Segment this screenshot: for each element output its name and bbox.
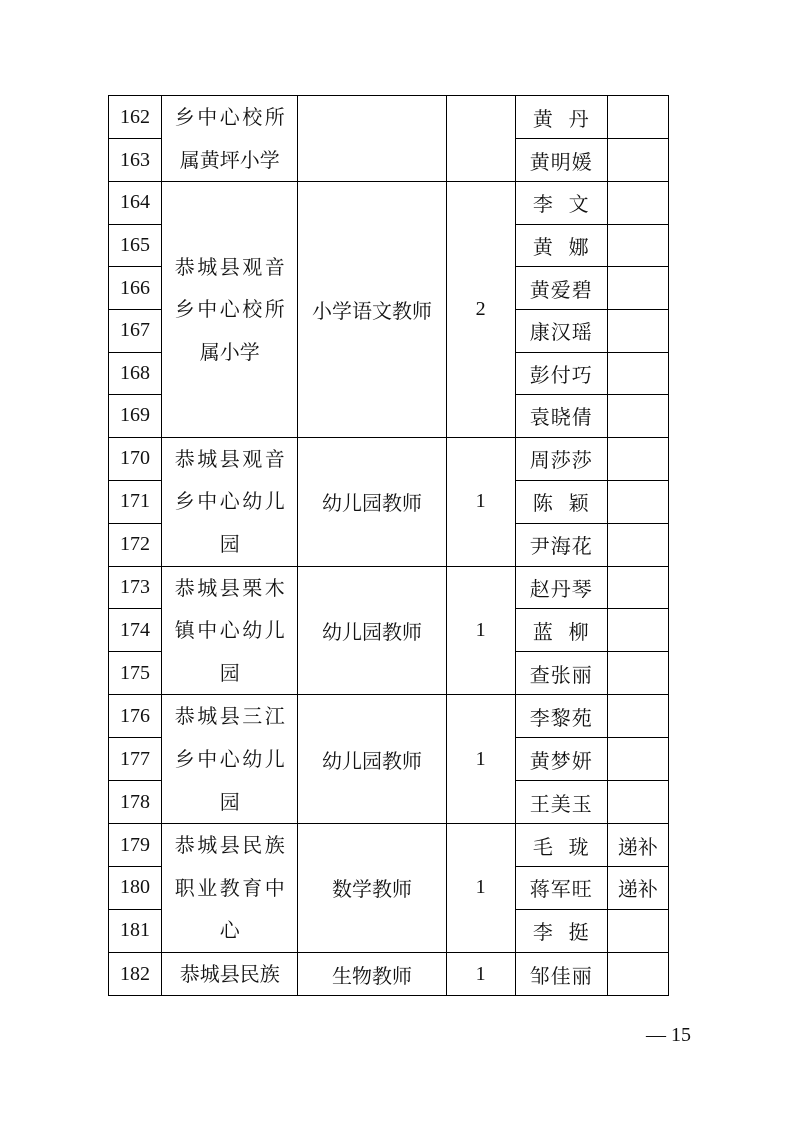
personnel-table bbox=[108, 95, 669, 996]
table-row bbox=[109, 566, 669, 609]
note-cell bbox=[607, 738, 668, 781]
post-cell: 幼儿园教师 bbox=[298, 566, 446, 695]
name-cell: 周莎莎 bbox=[515, 437, 607, 480]
note-cell bbox=[607, 781, 668, 824]
name-cell: 黄爱碧 bbox=[515, 267, 607, 310]
note-cell bbox=[607, 437, 668, 480]
name-cell: 陈 颖 bbox=[515, 480, 607, 523]
name-cell: 康汉瑶 bbox=[515, 309, 607, 352]
name-cell: 黄 丹 bbox=[515, 96, 607, 139]
note-cell bbox=[607, 952, 668, 996]
note-cell bbox=[607, 224, 668, 267]
name-cell: 黄梦妍 bbox=[515, 738, 607, 781]
note-cell bbox=[607, 182, 668, 225]
seq-cell: 172 bbox=[109, 523, 162, 566]
unit-text: 恭城县民族职业教育中心 bbox=[174, 833, 285, 943]
note-cell bbox=[607, 139, 668, 182]
seq-cell: 177 bbox=[109, 738, 162, 781]
seq-cell: 173 bbox=[109, 566, 162, 609]
count-cell: 2 bbox=[446, 182, 515, 438]
unit-text: 恭城县三江乡中心幼儿园 bbox=[174, 704, 285, 814]
name-cell: 赵丹琴 bbox=[515, 566, 607, 609]
note-cell: 递补 bbox=[607, 824, 668, 867]
unit-text: 恭城县民族 bbox=[179, 961, 280, 986]
count-cell: 1 bbox=[446, 824, 515, 953]
unit-cell bbox=[162, 566, 298, 695]
unit-cell bbox=[162, 695, 298, 824]
note-cell bbox=[607, 352, 668, 395]
note-cell bbox=[607, 96, 668, 139]
note-cell bbox=[607, 566, 668, 609]
count-cell: 1 bbox=[446, 695, 515, 824]
name-cell: 毛 珑 bbox=[515, 824, 607, 867]
table-row bbox=[109, 437, 669, 480]
seq-cell: 174 bbox=[109, 609, 162, 652]
name-cell: 李 文 bbox=[515, 182, 607, 225]
note-cell bbox=[607, 267, 668, 310]
name-cell: 袁晓倩 bbox=[515, 395, 607, 438]
note-cell bbox=[607, 480, 668, 523]
unit-cell bbox=[162, 96, 298, 182]
name-cell: 蓝 柳 bbox=[515, 609, 607, 652]
seq-cell: 180 bbox=[109, 867, 162, 910]
table-body bbox=[109, 96, 669, 996]
count-cell: 1 bbox=[446, 952, 515, 996]
table-row bbox=[109, 824, 669, 867]
seq-cell: 175 bbox=[109, 652, 162, 695]
seq-cell: 168 bbox=[109, 352, 162, 395]
seq-cell: 170 bbox=[109, 437, 162, 480]
unit-text: 恭城县观音乡中心幼儿园 bbox=[174, 446, 285, 556]
unit-text: 恭城县栗木镇中心幼儿园 bbox=[174, 575, 285, 685]
seq-cell: 178 bbox=[109, 781, 162, 824]
post-cell: 小学语文教师 bbox=[298, 182, 446, 438]
seq-cell: 176 bbox=[109, 695, 162, 738]
page-number: — 15 bbox=[646, 1024, 691, 1046]
note-cell: 递补 bbox=[607, 867, 668, 910]
unit-cell bbox=[162, 952, 298, 996]
seq-cell: 167 bbox=[109, 309, 162, 352]
count-cell bbox=[446, 96, 515, 182]
name-cell: 尹海花 bbox=[515, 523, 607, 566]
note-cell bbox=[607, 652, 668, 695]
note-cell bbox=[607, 309, 668, 352]
post-cell: 幼儿园教师 bbox=[298, 695, 446, 824]
table-row bbox=[109, 952, 669, 996]
note-cell bbox=[607, 695, 668, 738]
unit-text: 乡中心校所属黄坪小学 bbox=[174, 105, 285, 172]
table-row bbox=[109, 182, 669, 225]
post-cell: 幼儿园教师 bbox=[298, 437, 446, 566]
seq-cell: 163 bbox=[109, 139, 162, 182]
seq-cell: 164 bbox=[109, 182, 162, 225]
seq-cell: 169 bbox=[109, 395, 162, 438]
seq-cell: 162 bbox=[109, 96, 162, 139]
name-cell: 李 挺 bbox=[515, 909, 607, 952]
seq-cell: 181 bbox=[109, 909, 162, 952]
post-cell bbox=[298, 96, 446, 182]
table-row bbox=[109, 96, 669, 139]
unit-text: 恭城县观音乡中心校所属小学 bbox=[174, 254, 285, 364]
unit-cell bbox=[162, 824, 298, 953]
unit-cell bbox=[162, 437, 298, 566]
table-row bbox=[109, 695, 669, 738]
post-cell: 数学教师 bbox=[298, 824, 446, 953]
note-cell bbox=[607, 523, 668, 566]
seq-cell: 182 bbox=[109, 952, 162, 996]
note-cell bbox=[607, 909, 668, 952]
seq-cell: 171 bbox=[109, 480, 162, 523]
note-cell bbox=[607, 395, 668, 438]
seq-cell: 165 bbox=[109, 224, 162, 267]
unit-cell bbox=[162, 182, 298, 438]
name-cell: 邹佳丽 bbox=[515, 952, 607, 996]
count-cell: 1 bbox=[446, 566, 515, 695]
name-cell: 李黎苑 bbox=[515, 695, 607, 738]
name-cell: 蒋军旺 bbox=[515, 867, 607, 910]
seq-cell: 179 bbox=[109, 824, 162, 867]
post-cell: 生物教师 bbox=[298, 952, 446, 996]
name-cell: 查张丽 bbox=[515, 652, 607, 695]
seq-cell: 166 bbox=[109, 267, 162, 310]
name-cell: 王美玉 bbox=[515, 781, 607, 824]
count-cell: 1 bbox=[446, 437, 515, 566]
name-cell: 黄 娜 bbox=[515, 224, 607, 267]
name-cell: 彭付巧 bbox=[515, 352, 607, 395]
note-cell bbox=[607, 609, 668, 652]
name-cell: 黄明媛 bbox=[515, 139, 607, 182]
